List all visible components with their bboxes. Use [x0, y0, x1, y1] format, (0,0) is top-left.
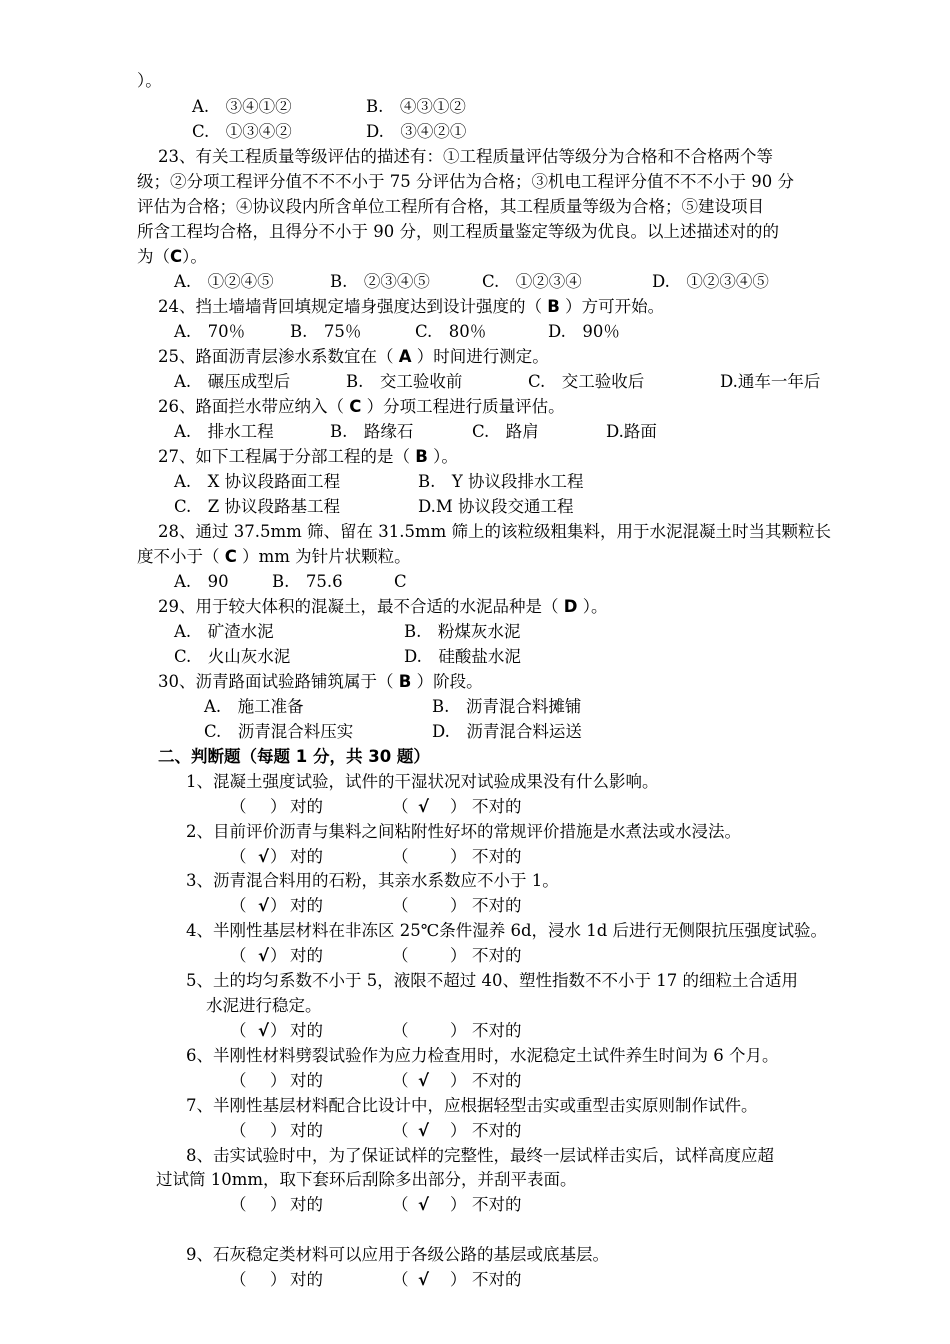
bracket-close: ） [450, 896, 467, 915]
text-line: 级；②分项工程评分值不不不小于 75 分评估为合格；③机电工程评分值不不不小于 90 分 [137, 172, 794, 191]
bracket-open: （ [392, 1270, 409, 1289]
bracket-open: （ [230, 1121, 247, 1140]
bracket-close: ） [270, 1021, 287, 1040]
false-label: 不对的 [472, 896, 522, 915]
false-label: 不对的 [472, 1270, 522, 1289]
text-line [137, 246, 207, 268]
false-label: 不对的 [472, 1195, 522, 1214]
answer: C [170, 247, 183, 266]
check-mark: √ [418, 797, 430, 816]
option: B. 路缘石 [330, 422, 414, 441]
true-label: 对的 [290, 1270, 323, 1289]
judge-6: 6、半刚性材料劈裂试验作为应力检查用时，水泥稳定土试件养生时间为 6 个月。 [186, 1046, 779, 1065]
judge-5: 5、土的均匀系数不小于 5，液限不超过 40、塑性指数不不小于 17 的细粒土合适用 [186, 971, 798, 990]
option: B. ④③①② [366, 97, 466, 116]
option: A. 碾压成型后 [174, 372, 291, 391]
option: B. 交工验收前 [346, 372, 463, 391]
check-mark: √ [418, 1071, 430, 1090]
option: B. 粉煤灰水泥 [404, 622, 521, 641]
option: D. ①②③④⑤ [652, 272, 769, 291]
option: C. 交工验收后 [528, 372, 645, 391]
option: D.通车一年后 [720, 372, 821, 391]
text-line: ）。 [137, 71, 162, 90]
bracket-open: （ [392, 1121, 409, 1140]
bracket-open: （ [230, 797, 247, 816]
false-label: 不对的 [472, 1021, 522, 1040]
question-28: 28、通过 37.5mm 筛、留在 31.5mm 筛上的该粒级粗集料，用于水泥混凝土时当其颗粒长 [158, 522, 832, 541]
answer: C [349, 397, 362, 416]
option: C. Z 协议段路基工程 [174, 497, 340, 516]
true-label: 对的 [290, 1071, 323, 1090]
text: 为（ [137, 247, 170, 266]
check-mark: √ [258, 896, 270, 915]
check-mark: √ [258, 1021, 270, 1040]
text: ）。 [427, 447, 458, 466]
judge-1: 1、混凝土强度试验，试件的干湿状况对试验成果没有什么影响。 [186, 772, 659, 791]
false-label: 不对的 [472, 797, 522, 816]
answer: A [398, 347, 412, 366]
bracket-close: ） [450, 1195, 467, 1214]
text: 25、路面沥青层渗水系数宜在（ [158, 347, 399, 366]
option: B. 75％ [290, 322, 362, 341]
section-heading: 二、判断题（每题 1 分，共 30 题） [158, 747, 430, 766]
bracket-open: （ [392, 847, 409, 866]
bracket-open: （ [230, 1195, 247, 1214]
text-line: 评估为合格；④协议段内所含单位工程所有合格，其工程质量等级为合格；⑤建设项目 [137, 197, 764, 216]
judge-answer-row [0, 1120, 950, 1142]
text: 26、路面拦水带应纳入（ [158, 397, 350, 416]
text: 29、用于较大体积的混凝土，最不合适的水泥品种是（ [158, 597, 564, 616]
bracket-open: （ [230, 896, 247, 915]
false-label: 不对的 [472, 847, 522, 866]
bracket-close: ） [270, 1071, 287, 1090]
judge-8: 8、击实试验时中，为了保证试样的完整性，最终一层试样击实后，试样高度应超 [186, 1146, 774, 1165]
false-label: 不对的 [472, 1071, 522, 1090]
text-line: 所含工程均合格，且得分不小于 90 分，则工程质量鉴定等级为优良。以上述描述对的的 [137, 222, 779, 241]
judge-answer-row [0, 796, 950, 818]
judge-9: 9、石灰稳定类材料可以应用于各级公路的基层或底基层。 [186, 1245, 609, 1264]
option: B. ②③④⑤ [330, 272, 430, 291]
judge-answer-row [0, 895, 950, 917]
check-mark: √ [418, 1270, 430, 1289]
option: C. ①③④② [192, 122, 292, 141]
true-label: 对的 [290, 1195, 323, 1214]
bracket-open: （ [392, 896, 409, 915]
bracket-open: （ [230, 1071, 247, 1090]
option: A. ①②④⑤ [174, 272, 274, 291]
bracket-open: （ [230, 946, 247, 965]
question-25 [158, 346, 549, 368]
option: D. 硅酸盐水泥 [404, 647, 521, 666]
bracket-close: ） [450, 1021, 467, 1040]
bracket-close: ） [450, 1270, 467, 1289]
option: A. ③④①② [192, 97, 292, 116]
option: D. 90％ [548, 322, 620, 341]
question-24 [158, 296, 664, 318]
false-label: 不对的 [472, 1121, 522, 1140]
option: C. 路肩 [472, 422, 539, 441]
true-label: 对的 [290, 1021, 323, 1040]
question-27 [158, 446, 458, 468]
question-29 [158, 596, 607, 618]
option: A. 排水工程 [174, 422, 274, 441]
false-label: 不对的 [472, 946, 522, 965]
option: D.路面 [606, 422, 657, 441]
option: B. 75.6 [272, 572, 343, 591]
answer: C [224, 547, 237, 566]
judge-answer-row [0, 1070, 950, 1092]
text: 27、如下工程属于分部工程的是（ [158, 447, 416, 466]
bracket-close: ） [450, 946, 467, 965]
option: C [394, 572, 407, 591]
true-label: 对的 [290, 847, 323, 866]
answer: B [547, 297, 560, 316]
check-mark: √ [258, 946, 270, 965]
bracket-close: ） [270, 946, 287, 965]
text: 24、挡土墙墙背回填规定墙身强度达到设计强度的（ [158, 297, 548, 316]
judge-answer-row [0, 1020, 950, 1042]
option: A. 90 [174, 572, 229, 591]
answer: B [398, 672, 412, 691]
bracket-open: （ [392, 1195, 409, 1214]
question-23: 23、有关工程质量等级评估的描述有：①工程质量评估等级分为合格和不合格两个等 [158, 147, 773, 166]
bracket-close: ） [270, 896, 287, 915]
question-26 [158, 396, 565, 418]
option: C. 火山灰水泥 [174, 647, 291, 666]
judge-3: 3、沥青混合料用的石粉，其亲水系数应不小于 1。 [186, 871, 559, 890]
true-label: 对的 [290, 797, 323, 816]
check-mark: √ [258, 847, 270, 866]
bracket-open: （ [230, 1270, 247, 1289]
option: C. ①②③④ [482, 272, 582, 291]
judge-answer-row [0, 1269, 950, 1291]
text-line: 过试筒 10mm，取下套环后刮除多出部分，并刮平表面。 [156, 1170, 577, 1189]
text: ）阶段。 [411, 672, 483, 691]
text: ）。 [182, 247, 207, 266]
question-30 [158, 671, 483, 693]
check-mark: √ [418, 1195, 430, 1214]
option: B. Y 协议段排水工程 [418, 472, 584, 491]
judge-answer-row [0, 945, 950, 967]
check-mark: √ [418, 1121, 430, 1140]
answer: D [563, 597, 578, 616]
bracket-close: ） [270, 847, 287, 866]
bracket-open: （ [392, 1071, 409, 1090]
text: ）分项工程进行质量评估。 [361, 397, 565, 416]
true-label: 对的 [290, 1121, 323, 1140]
text-line [137, 546, 411, 568]
text: 度不小于（ [137, 547, 225, 566]
judge-2: 2、目前评价沥青与集料之间粘附性好坏的常规评价措施是水煮法或水浸法。 [186, 822, 741, 841]
judge-answer-row [0, 1194, 950, 1216]
answer: B [415, 447, 428, 466]
text: ）。 [577, 597, 608, 616]
bracket-open: （ [392, 797, 409, 816]
true-label: 对的 [290, 946, 323, 965]
text: ）mm 为针片状颗粒。 [236, 547, 411, 566]
option: A. X 协议段路面工程 [174, 472, 341, 491]
judge-4: 4、半刚性基层材料在非冻区 25℃条件湿养 6d，浸水 1d 后进行无侧限抗压强度试验。 [186, 921, 828, 940]
option: B. 沥青混合料摊铺 [432, 697, 582, 716]
bracket-close: ） [450, 1071, 467, 1090]
option: A. 矿渣水泥 [174, 622, 274, 641]
bracket-close: ） [450, 847, 467, 866]
bracket-open: （ [230, 1021, 247, 1040]
option: A. 70％ [174, 322, 246, 341]
bracket-open: （ [230, 847, 247, 866]
bracket-close: ） [270, 1270, 287, 1289]
option: D. ③④②① [366, 122, 467, 141]
bracket-close: ） [270, 1121, 287, 1140]
option: C. 沥青混合料压实 [204, 722, 354, 741]
text: ）时间进行测定。 [411, 347, 549, 366]
bracket-close: ） [450, 1121, 467, 1140]
bracket-close: ） [450, 797, 467, 816]
option: C. 80％ [415, 322, 487, 341]
judge-7: 7、半刚性基层材料配合比设计中，应根据轻型击实或重型击实原则制作试件。 [186, 1096, 758, 1115]
judge-answer-row [0, 846, 950, 868]
option: D. 沥青混合料运送 [432, 722, 582, 741]
text: 30、沥青路面试验路铺筑属于（ [158, 672, 399, 691]
option: D.M 协议段交通工程 [418, 497, 574, 516]
text-line: 水泥进行稳定。 [206, 996, 322, 1015]
bracket-open: （ [392, 1021, 409, 1040]
option: A. 施工准备 [204, 697, 304, 716]
bracket-close: ） [270, 1195, 287, 1214]
bracket-open: （ [392, 946, 409, 965]
bracket-close: ） [270, 797, 287, 816]
text: ）方可开始。 [559, 297, 665, 316]
true-label: 对的 [290, 896, 323, 915]
